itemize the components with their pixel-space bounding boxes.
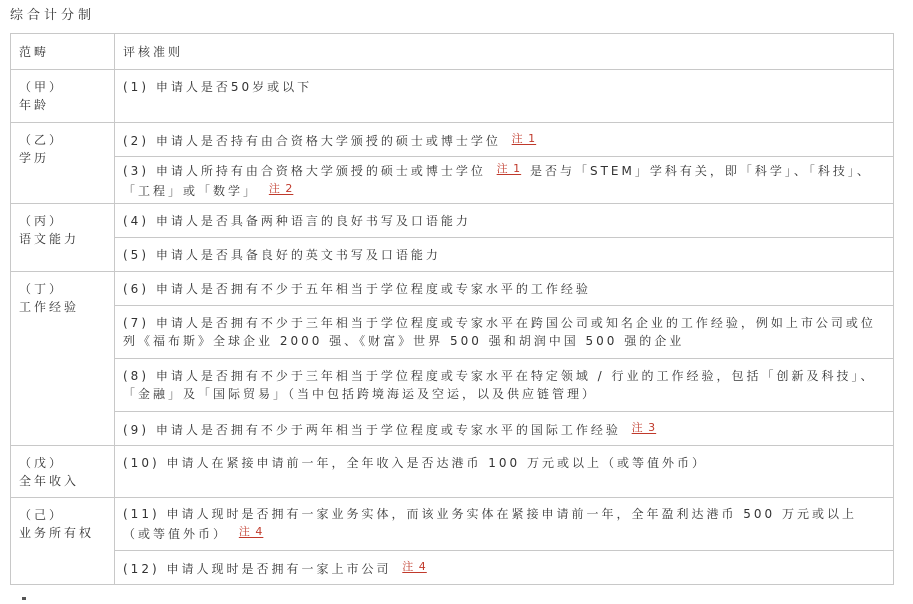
criterion-text: (9) 申请人是否拥有不少于两年相当于学位程度或专家水平的国际工作经验 [123, 422, 621, 437]
criterion-text: (6) 申请人是否拥有不少于五年相当于学位程度或专家水平的工作经验 [123, 281, 591, 296]
category-code: （乙） [19, 133, 65, 147]
footnote-link[interactable]: 注 4 [402, 559, 427, 573]
criterion-cell [115, 359, 894, 412]
table-row [11, 204, 894, 238]
header-criteria: 评核准则 [115, 34, 894, 70]
criterion-cell [115, 551, 894, 585]
criterion-text: (12) 申请人现时是否拥有一家上市公司 [123, 561, 392, 576]
table-row [11, 306, 894, 359]
category-code: （戊） [19, 456, 65, 470]
category-cell [11, 446, 115, 498]
criterion-text: (4) 申请人是否具备两种语言的良好书写及口语能力 [123, 213, 471, 228]
criterion-cell [115, 446, 894, 498]
scoring-table [10, 33, 894, 585]
category-cell [11, 123, 115, 204]
category-cell [11, 70, 115, 123]
category-name: 工作经验 [19, 300, 80, 314]
table-row [11, 272, 894, 306]
criterion-text: (5) 申请人是否具备良好的英文书写及口语能力 [123, 247, 441, 262]
header-category: 范畴 [11, 34, 115, 70]
criterion-cell [115, 70, 894, 123]
table-row [11, 551, 894, 585]
criterion-text: (10) 申请人在紧接申请前一年，全年收入是否达港币 100 万元或以上（或等值外币） [123, 456, 707, 470]
criterion-text: (11) 申请人现时是否拥有一家业务实体，而该业务实体在紧接申请前一年，全年盈利达港币 500 万元或以上（或等值外币） [123, 507, 857, 541]
table-row [11, 446, 894, 498]
table-row [11, 70, 894, 123]
table-header-row [11, 34, 894, 70]
criterion-cell [115, 204, 894, 238]
category-code: （己） [19, 508, 65, 522]
criterion-cell [115, 123, 894, 157]
category-cell [11, 204, 115, 272]
criterion-cell [115, 238, 894, 272]
criterion-text: (8) 申请人是否拥有不少于三年相当于学位程度或专家水平在特定领域 / 行业的工作经验，包括「创新及科技」、「金融」及「国际贸易」（当中包括跨境海运及空运，以及供应链管理） [123, 369, 876, 401]
footnote-link[interactable]: 注 1 [511, 131, 537, 145]
category-name: 年龄 [19, 98, 50, 112]
criterion-text: (7) 申请人是否拥有不少于三年相当于学位程度或专家水平在跨国公司或知名企业的工作经验，例如上市公司或位列《福布斯》全球企业 2000 强、《财富》世界 500 强和胡润中国 500 强的企业 [123, 316, 876, 348]
criterion-cell [115, 306, 894, 359]
criterion-text: (2) 申请人是否持有由合资格大学颁授的硕士或博士学位 [123, 133, 501, 148]
footnote-marker [22, 597, 26, 600]
category-name: 学历 [19, 151, 50, 165]
table-row [11, 359, 894, 412]
category-name: 全年收入 [19, 474, 80, 488]
criterion-text: 是否与「STEM」学科有关，即「科学」、「科技」、「工程」或「数学」 [123, 164, 872, 198]
category-cell [11, 498, 115, 585]
category-code: （甲） [19, 80, 65, 94]
category-code: （丙） [19, 214, 65, 228]
criterion-cell [115, 157, 894, 204]
category-code: （丁） [19, 282, 65, 296]
criterion-text: (3) 申请人所持有由合资格大学颁授的硕士或博士学位 [123, 164, 486, 178]
criterion-text: (1) 申请人是否50岁或以下 [123, 80, 313, 94]
footnote-link[interactable]: 注 1 [496, 162, 522, 175]
table-row [11, 123, 894, 157]
table-row [11, 412, 894, 446]
criterion-cell [115, 412, 894, 446]
footnote-link[interactable]: 注 2 [268, 182, 294, 195]
page-title: 综合计分制 [10, 8, 96, 23]
criterion-cell [115, 498, 894, 551]
table-row [11, 157, 894, 204]
table-row [11, 498, 894, 551]
category-name: 语文能力 [19, 232, 80, 246]
footnote-link[interactable]: 注 3 [631, 420, 657, 434]
category-cell [11, 272, 115, 446]
footnote-link[interactable]: 注 4 [238, 525, 264, 538]
table-row [11, 238, 894, 272]
criterion-cell [115, 272, 894, 306]
category-name: 业务所有权 [19, 526, 95, 540]
